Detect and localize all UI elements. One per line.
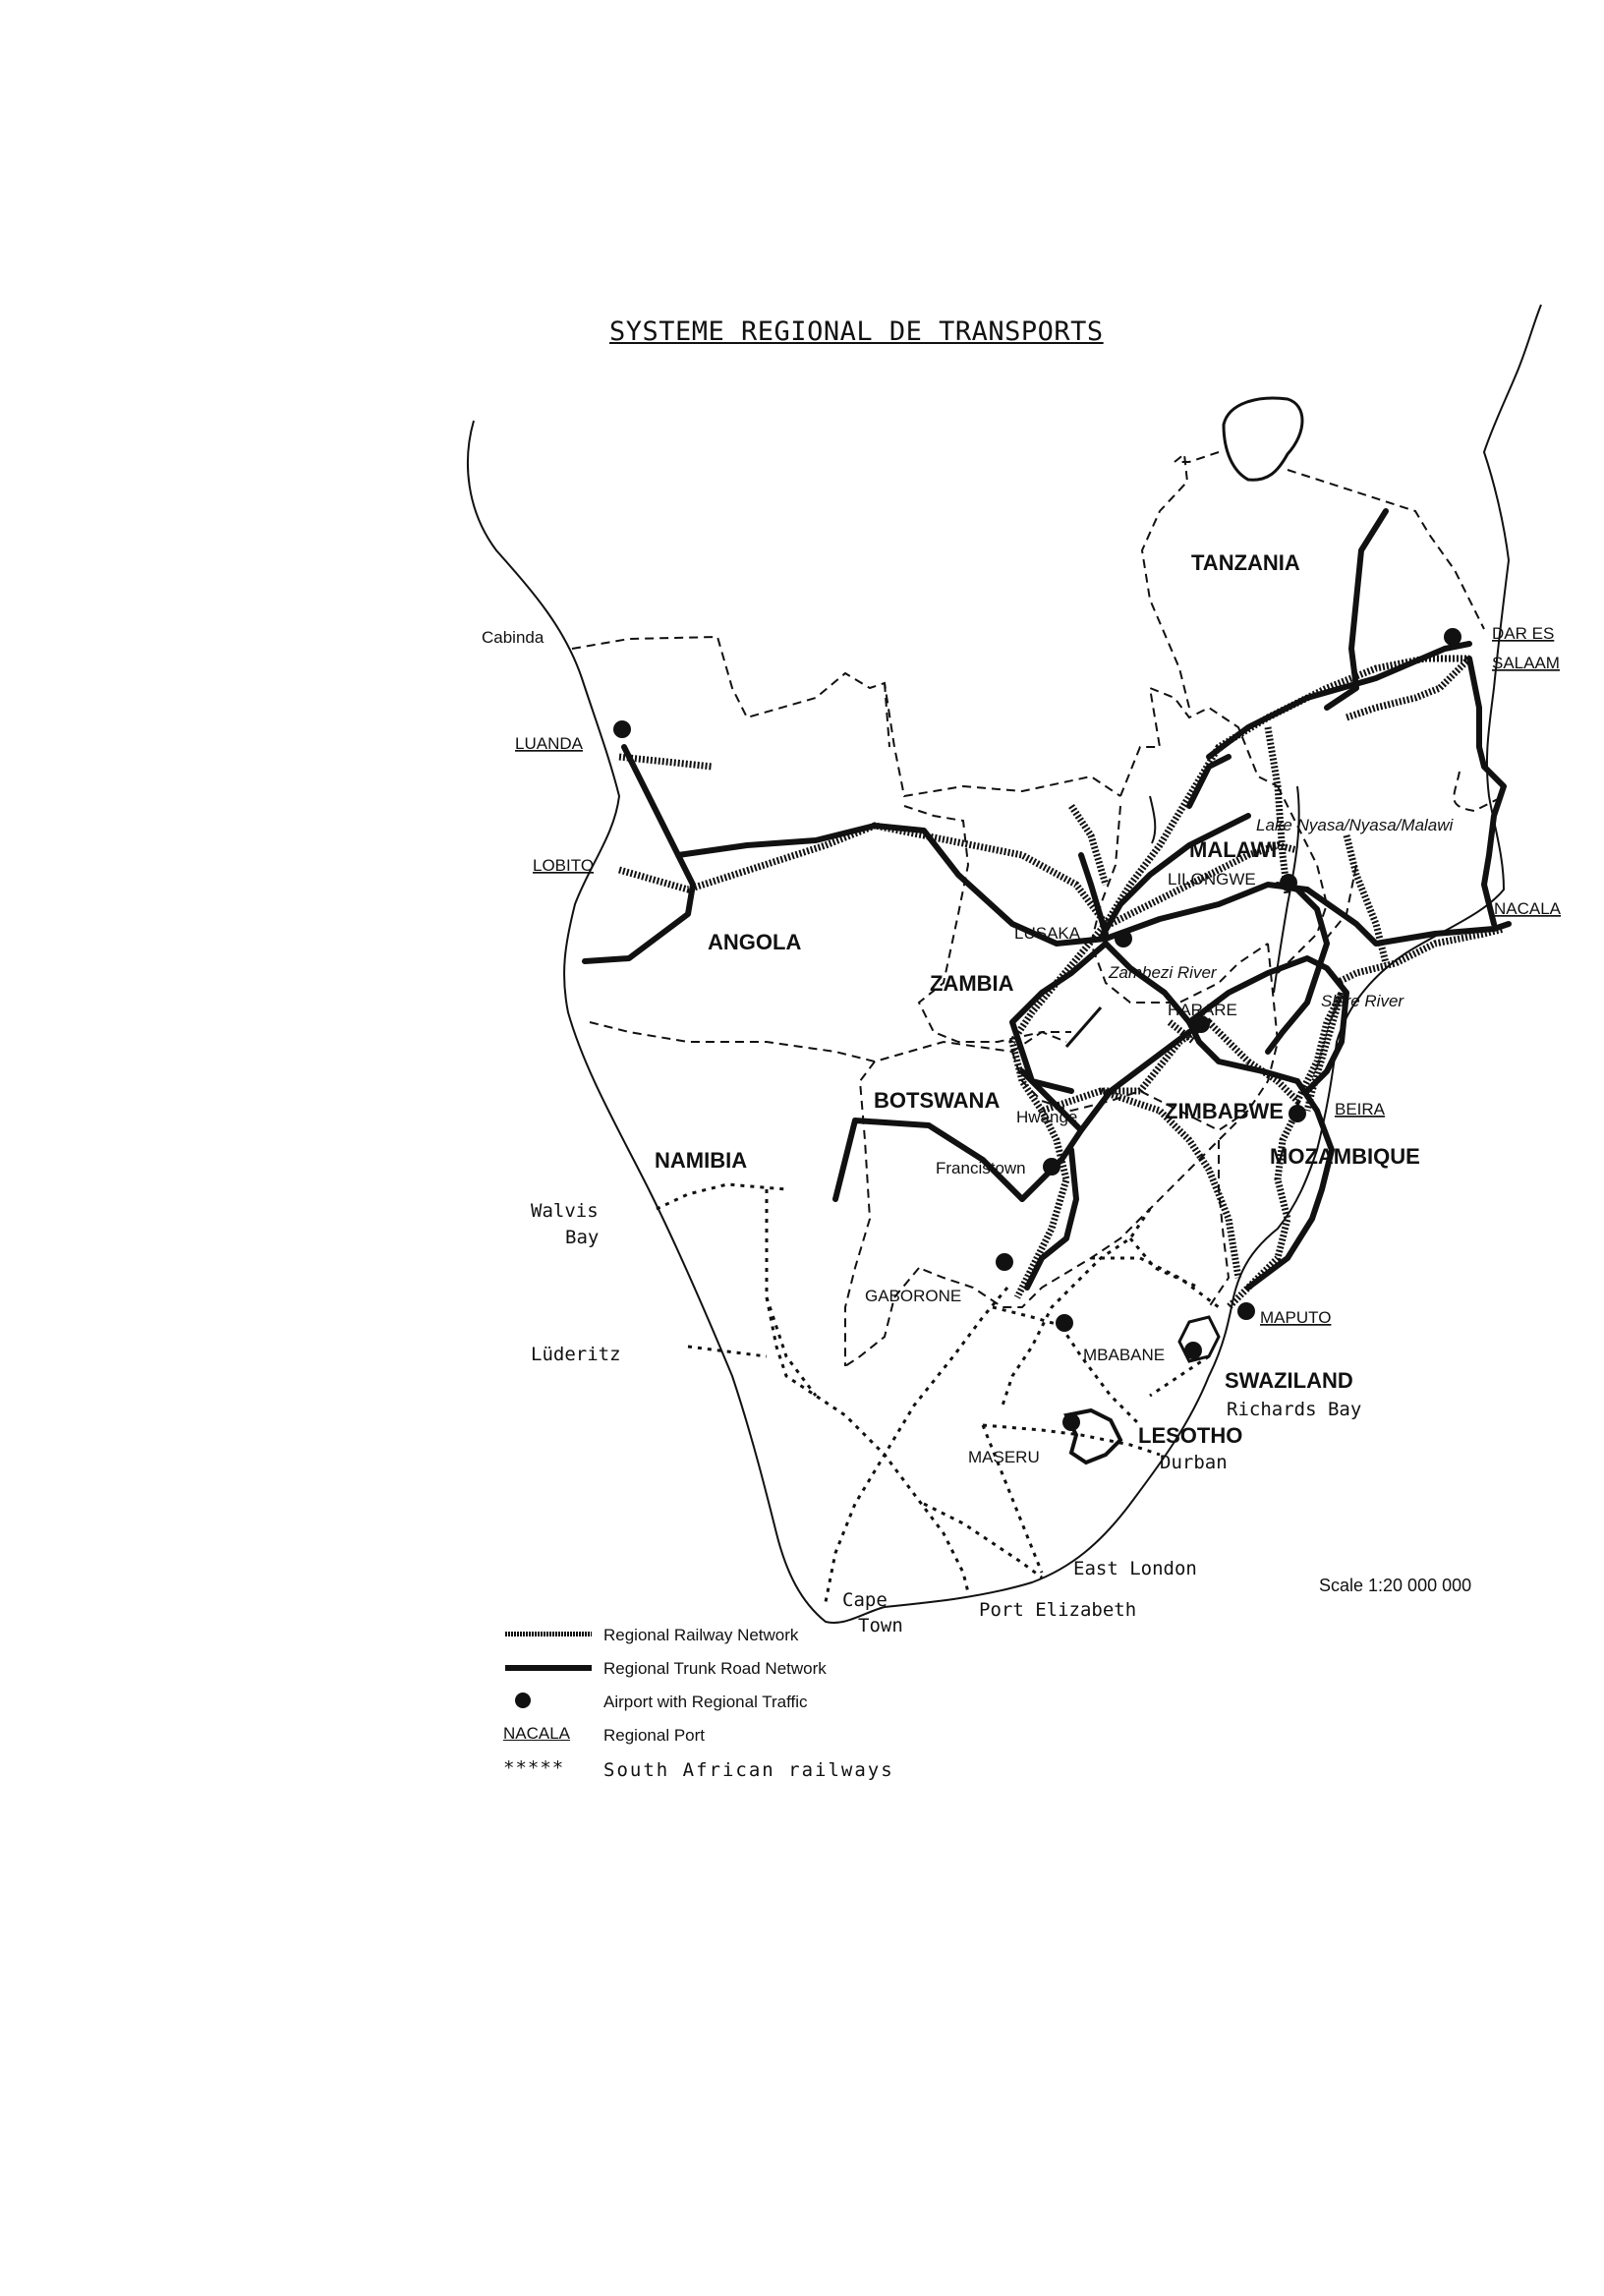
airport-maputo — [1237, 1302, 1255, 1320]
label-lobito: LOBITO — [533, 856, 595, 875]
label-dar-es-salaam-line1: DAR ES — [1492, 624, 1555, 643]
label-zambezi-river: Zambezi River — [1109, 963, 1217, 982]
label-namibia: NAMIBIA — [655, 1148, 748, 1173]
label-zambia: ZAMBIA — [930, 971, 1014, 996]
airport-johannesburg — [1056, 1314, 1073, 1332]
map-title: SYSTEME REGIONAL DE TRANSPORTS — [609, 316, 1104, 347]
label-cape-town-line2: Town — [858, 1615, 903, 1636]
airport-dar-es-salaam — [1444, 628, 1461, 646]
label-mbabane: MBABANE — [1083, 1346, 1166, 1364]
national-borders — [572, 452, 1504, 1366]
label-francistown: Francistown — [936, 1159, 1026, 1177]
airport-lilongwe — [1280, 874, 1297, 891]
airport-beira — [1289, 1105, 1306, 1122]
label-malawi: MALAWI — [1189, 837, 1278, 862]
label-lilongwe: LILONGWE — [1168, 870, 1256, 889]
label-gaborone: GABORONE — [865, 1287, 962, 1305]
lake-victoria — [1224, 398, 1302, 480]
legend-sa-railways-symbol: ***** — [503, 1757, 565, 1779]
legend-railway-symbol — [503, 1624, 594, 1645]
legend-port-symbol: NACALA — [503, 1724, 571, 1743]
south-african-railways — [657, 1184, 1219, 1602]
label-harare: HARARE — [1168, 1001, 1237, 1019]
airport-mbabane — [1184, 1342, 1202, 1359]
label-shire-river: Shire River — [1321, 992, 1404, 1010]
label-luanda: LUANDA — [515, 734, 583, 753]
label-walvis-bay-line2: Bay — [565, 1227, 600, 1248]
lake-tanganyika — [1150, 796, 1155, 843]
airport-lusaka — [1115, 930, 1132, 947]
airport-gaborone — [996, 1253, 1013, 1271]
label-east-london: East London — [1073, 1558, 1197, 1579]
label-richards-bay: Richards Bay — [1227, 1399, 1362, 1420]
label-lake-nyasa: Lake Nyasa/Nyasa/Malawi — [1256, 816, 1454, 834]
label-beira: BEIRA — [1335, 1100, 1386, 1119]
label-lesotho: LESOTHO — [1138, 1423, 1243, 1448]
label-swaziland: SWAZILAND — [1225, 1368, 1353, 1393]
airport-maseru — [1062, 1413, 1080, 1431]
legend-railway-label: Regional Railway Network — [603, 1626, 799, 1644]
label-maputo: MAPUTO — [1260, 1308, 1332, 1327]
label-port-elizabeth: Port Elizabeth — [979, 1599, 1137, 1621]
label-cabinda: Cabinda — [482, 628, 544, 647]
label-lusaka: LUSAKA — [1014, 924, 1081, 943]
legend-road-label: Regional Trunk Road Network — [603, 1659, 827, 1678]
legend-road-symbol — [503, 1657, 594, 1679]
label-walvis-bay-line1: Walvis — [531, 1200, 599, 1222]
label-mozambique: MOZAMBIQUE — [1270, 1144, 1420, 1169]
label-maseru: MASERU — [968, 1448, 1040, 1466]
label-zimbabwe: ZIMBABWE — [1165, 1099, 1284, 1123]
label-angola: ANGOLA — [708, 930, 802, 954]
legend-airport-label: Airport with Regional Traffic — [603, 1693, 808, 1711]
lake-kariba — [1066, 1007, 1101, 1047]
label-dar-es-salaam-line2: SALAAM — [1492, 654, 1560, 672]
airport-francistown — [1043, 1158, 1060, 1176]
airport-luanda — [613, 720, 631, 738]
label-luderitz: Lüderitz — [531, 1344, 621, 1365]
label-durban: Durban — [1160, 1452, 1228, 1473]
airports — [613, 628, 1461, 1431]
label-cape-town-line1: Cape — [842, 1589, 888, 1611]
label-botswana: BOTSWANA — [874, 1088, 1001, 1113]
legend-sa-railways-label: South African railways — [603, 1759, 894, 1781]
legend-port-label: Regional Port — [603, 1726, 706, 1745]
label-hwange: Hwange — [1016, 1108, 1078, 1126]
legend-airport-symbol — [503, 1691, 594, 1712]
label-tanzania: TANZANIA — [1191, 550, 1300, 575]
label-nacala: NACALA — [1494, 899, 1562, 918]
map-scale: Scale 1:20 000 000 — [1319, 1576, 1472, 1595]
